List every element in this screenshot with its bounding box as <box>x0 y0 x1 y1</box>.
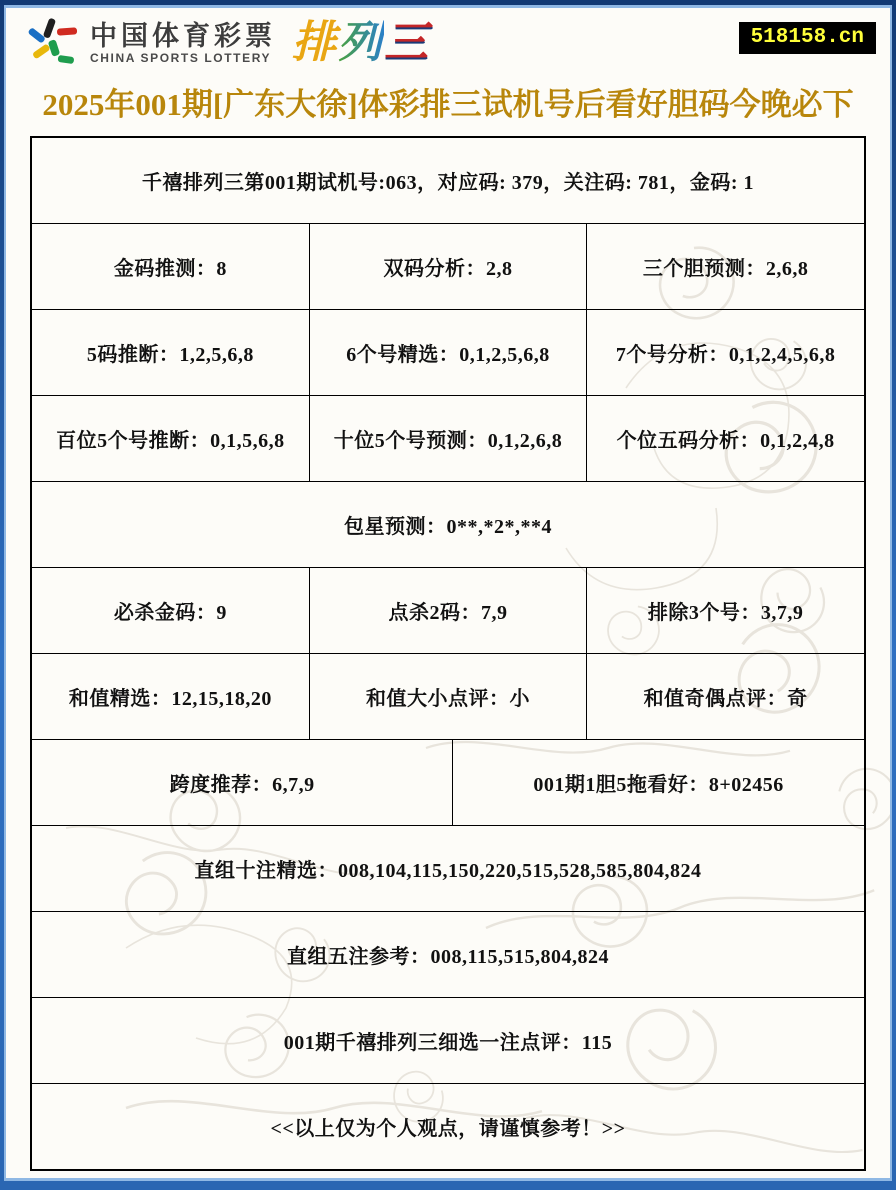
cell-7-numbers: 7个号分析：0,1,2,4,5,6,8 <box>586 310 864 395</box>
cell-test-number: 千禧排列三第001期试机号:063，对应码: 379，关注码: 781，金码: 1 <box>141 172 755 194</box>
cell-star-prediction: 包星预测：0**,*2*,**4 <box>344 516 552 538</box>
brand-text <box>90 21 276 65</box>
cell-sum-picks: 和值精选：12,15,18,20 <box>68 688 272 710</box>
cell-disclaimer: <<以上仅为个人观点，请谨慎参考！>> <box>270 1118 626 1140</box>
cell-sum-parity: 和值奇偶点评：奇 <box>586 654 864 739</box>
header <box>6 8 890 80</box>
cell-double-code: 双码分析：2,8 <box>309 224 587 309</box>
cell-single-pick: 001期千禧排列三细选一注点评：115 <box>283 1032 613 1054</box>
row-number-picks <box>32 309 864 395</box>
game-logo-pailie3 <box>292 16 430 70</box>
game-char-3: 三 <box>384 18 430 67</box>
game-char-1: 排 <box>292 18 338 67</box>
cell-5-codes: 5码推断：1,2,5,6,8 <box>86 344 254 366</box>
row-five-picks <box>32 911 864 997</box>
sports-lottery-logo-icon <box>24 16 80 70</box>
cell-ten-picks: 直组十注精选：008,104,115,150,220,515,528,585,804,824 <box>194 860 702 882</box>
cell-five-picks: 直组五注参考：008,115,515,804,824 <box>287 946 609 968</box>
site-watermark-badge: 518158.cn <box>739 22 876 54</box>
cell-tens: 十位5个号预测：0,1,2,6,8 <box>309 396 587 481</box>
row-code-predictions <box>32 223 864 309</box>
prediction-table <box>30 136 866 1171</box>
cell-exclude-3: 排除3个号：3,7,9 <box>586 568 864 653</box>
row-sum-analysis <box>32 653 864 739</box>
row-span-dantuo <box>32 739 864 825</box>
row-disclaimer <box>32 1083 864 1169</box>
cell-6-numbers: 6个号精选：0,1,2,5,6,8 <box>309 310 587 395</box>
row-ten-picks <box>32 825 864 911</box>
cell-hundreds: 百位5个号推断：0,1,5,6,8 <box>56 430 285 452</box>
row-kill-codes <box>32 567 864 653</box>
cell-three-dan: 三个胆预测：2,6,8 <box>586 224 864 309</box>
brand-name-cn: 中国体育彩票 <box>90 21 276 51</box>
row-star-prediction <box>32 481 864 567</box>
row-test-number <box>32 138 864 223</box>
cell-kill-gold-code: 必杀金码：9 <box>113 602 227 624</box>
cell-dan-tuo: 001期1胆5拖看好：8+02456 <box>452 740 864 825</box>
game-char-2: 列 <box>338 16 384 70</box>
page-title: 2025年001期[广东大徐]体彩排三试机号后看好胆码今晚必下 <box>42 87 854 122</box>
row-position-picks <box>32 395 864 481</box>
cell-kill-2-codes: 点杀2码：7,9 <box>309 568 587 653</box>
cell-units: 个位五码分析：0,1,2,4,8 <box>586 396 864 481</box>
brand-name-en: CHINA SPORTS LOTTERY <box>90 51 272 65</box>
cell-span: 跨度推荐：6,7,9 <box>169 774 315 796</box>
cell-sum-size: 和值大小点评：小 <box>309 654 587 739</box>
page-background <box>6 8 890 1178</box>
row-single-pick <box>32 997 864 1083</box>
cell-gold-code-guess: 金码推测：8 <box>113 258 227 280</box>
